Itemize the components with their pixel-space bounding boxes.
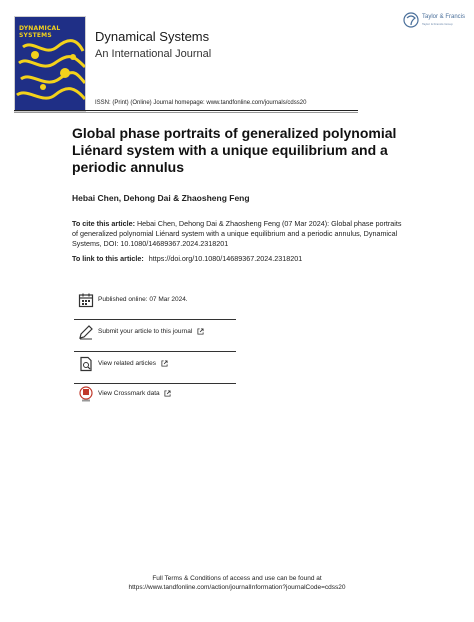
article-authors: Hebai Chen, Dehong Dai & Zhaosheng Feng	[72, 193, 250, 203]
publisher-logo[interactable]	[403, 12, 465, 30]
submit-article-label: Submit your article to this journal	[98, 328, 193, 336]
article-doi-link[interactable]: https://doi.org/10.1080/14689367.2024.2318201	[148, 254, 303, 263]
related-articles-label: View related articles	[98, 360, 157, 368]
publisher-logo-icon	[403, 12, 419, 28]
external-link-icon	[164, 390, 171, 397]
footer-terms-text: Full Terms & Conditions of access and use can be found at	[152, 575, 322, 582]
related-articles-link[interactable]	[98, 360, 168, 367]
journal-cover-image[interactable]	[14, 16, 86, 112]
external-link-icon	[197, 328, 204, 335]
crossmark-icon	[78, 386, 94, 402]
cover-title: DYNAMICAL SYSTEMS	[19, 25, 61, 39]
crossmark-row[interactable]	[74, 380, 236, 414]
citation-text: Hebai Chen, Dehong Dai & Zhaosheng Feng (07 Mar 2024): Global phase portraits of generalized polynomial Liénard system with a unique equilibrium and a periodic annulus, Dynamical Systems, DOI: 10.1080/14689367.2024.2318201	[72, 219, 402, 248]
header-divider	[14, 110, 358, 111]
calendar-icon	[78, 292, 94, 308]
journal-title[interactable]: Dynamical Systems	[95, 29, 210, 44]
footer-terms	[0, 574, 474, 592]
footer-terms-link[interactable]: https://www.tandfonline.com/action/journalInformation?journalCode=cdss20	[128, 584, 346, 591]
header-divider-secondary	[14, 112, 358, 113]
external-link-icon	[161, 360, 168, 367]
article-link-block	[72, 254, 302, 263]
publisher-name: Taylor & Francis	[422, 14, 466, 20]
published-online-label: Published online: 07 Mar 2024.	[98, 296, 188, 303]
issn-line[interactable]: ISSN: (Print) (Online) Journal homepage: www.tandfonline.com/journals/cdss20	[95, 100, 307, 106]
publisher-tagline: Taylor & Francis Group	[422, 22, 453, 26]
submit-article-row[interactable]	[74, 318, 236, 352]
submit-article-link[interactable]	[98, 328, 204, 335]
article-link-label: To link to this article:	[72, 254, 144, 263]
related-articles-row[interactable]	[74, 350, 236, 384]
pencil-icon	[78, 324, 94, 340]
citation-label: To cite this article:	[72, 219, 135, 228]
citation-block	[72, 219, 402, 249]
journal-subtitle: An International Journal	[95, 48, 212, 60]
published-online-row	[74, 286, 236, 320]
crossmark-link[interactable]	[98, 390, 171, 397]
document-icon	[78, 356, 94, 372]
crossmark-label: View Crossmark data	[98, 390, 160, 398]
article-title: Global phase portraits of generalized polynomial Liénard system with a unique equilibrium and a periodic annulus	[72, 125, 397, 175]
